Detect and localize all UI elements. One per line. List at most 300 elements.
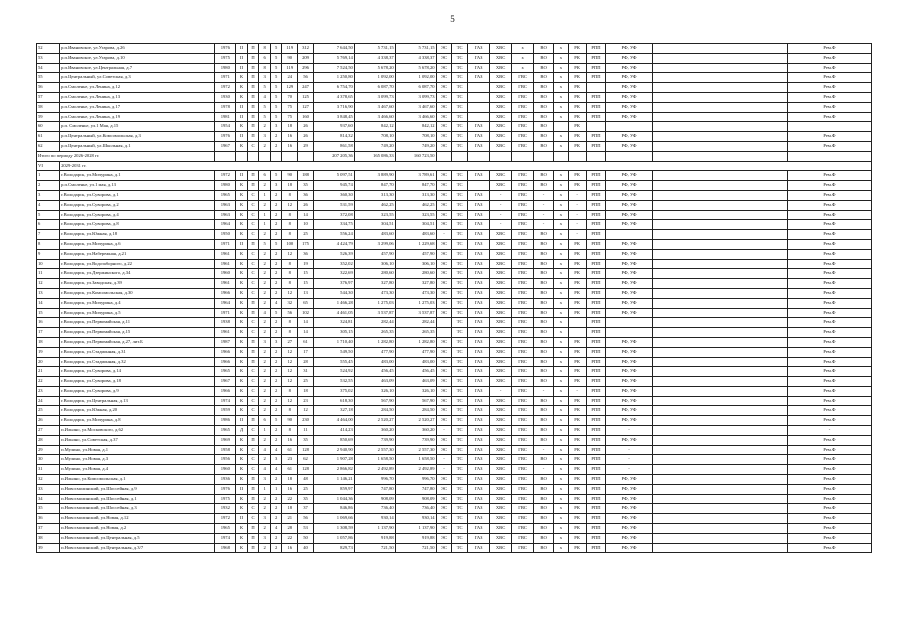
table-cell: РФ, УФ [606,288,652,298]
table-cell: 2 [259,288,271,298]
table-cell: 1966 [215,347,236,357]
table-cell: РПП [586,377,606,387]
table-cell: РПП [586,435,606,445]
table-cell: ГАЗ [468,210,490,220]
table-cell: - [606,426,652,436]
table-cell: 2 [259,524,271,534]
table-cell: 90 [282,53,298,63]
table-cell: РПП [586,181,606,191]
table-cell: г.Володарск, ул.Первомайская, д.15 [60,328,215,338]
table-cell: РФ, УФ [606,63,652,73]
table-cell: К [236,92,248,102]
table-cell [652,426,787,436]
table-cell: ЭС [436,396,452,406]
table-cell: ГВС [512,357,534,367]
table-cell: 1986 [215,416,236,426]
table-cell: С [247,514,259,524]
table-cell: С [247,288,259,298]
table-cell: - [534,200,554,210]
table-cell: П [247,357,259,367]
table-cell: 1 [259,190,271,200]
section-label: 2029-2031 гг. [60,161,872,171]
table-cell: 2 [259,396,271,406]
table-cell: 483,60 [395,230,436,240]
table-cell: РПП [586,210,606,220]
table-cell: ГАЗ [468,308,490,318]
table-cell: ХВС [490,455,512,465]
table-cell: Рем.Ф [787,328,871,338]
table-cell: 1965 [215,524,236,534]
table-cell: 567,90 [395,396,436,406]
table-cell: ВО [534,83,554,93]
table-cell: - [568,200,586,210]
table-cell: 2 [270,426,282,436]
section-row [37,161,872,171]
table-cell: 18 [298,386,314,396]
table-cell: ГВС [512,504,534,514]
table-cell: 524,92 [313,367,354,377]
table-cell: П [247,171,259,181]
table-cell: 36 [298,190,314,200]
table-cell: РК [568,396,586,406]
table-cell [468,92,490,102]
table-cell: ХВС [490,367,512,377]
table-cell: 1 137,90 [395,524,436,534]
table-cell [652,279,787,289]
table-cell: ЭС [436,239,452,249]
table-cell: 1 250,80 [313,73,354,83]
table-cell: РФ, УФ [606,141,652,151]
table-cell: 1966 [215,357,236,367]
table-cell: С [247,190,259,200]
table-cell [652,132,787,142]
table-cell: - [490,220,512,230]
table-cell: 1930 [215,92,236,102]
table-cell: ГАЗ [468,318,490,328]
table-cell: 2 [270,220,282,230]
table-cell: 1 [270,484,282,494]
table-cell: 2 [270,141,282,151]
table-cell: 2 [259,298,271,308]
table-cell: ХВС [490,396,512,406]
table-cell: 19 [298,259,314,269]
table-cell: п.Новосмолинский, ул.Шоссейная, д.1 [60,494,215,504]
table-cell: п.Новосмолинский, ул.Шоссейная, д.3 [60,504,215,514]
table-cell: РК [568,406,586,416]
table-cell: ВО [534,357,554,367]
table-cell [652,494,787,504]
table-cell [554,122,569,132]
table-cell: 27 [282,337,298,347]
table-cell: К [236,269,248,279]
table-cell: 7 644,50 [313,44,354,54]
table-cell: 16 [282,141,298,151]
table-cell: РПП [586,308,606,318]
table-cell: 375,02 [313,386,354,396]
table-cell: РК [568,63,586,73]
table-cell: 56 [298,514,314,524]
table-cell: 4 [259,92,271,102]
table-cell: Рем.Ф [787,455,871,465]
table-cell: П [247,533,259,543]
table-cell: РПП [586,63,606,73]
table-cell [568,318,586,328]
table-cell: 25 [298,484,314,494]
table-cell: Рем.Ф [787,83,871,93]
table-cell: 463,09 [354,377,395,387]
table-cell [586,83,606,93]
table-cell: 55 [37,73,60,83]
table-cell: Рем.Ф [787,396,871,406]
table-cell: 555,45 [313,357,354,367]
table-cell: Рем.Ф [787,63,871,73]
table-row [37,494,872,504]
table-cell: РФ, УФ [606,92,652,102]
table-cell: Рем.Ф [787,112,871,122]
table-cell [652,44,787,54]
table-cell: РФ, УФ [606,504,652,514]
table-cell: 5 731,15 [354,44,395,54]
table-cell: 1972 [215,171,236,181]
table-cell: г.Володарск, ул.Набережная, д.21 [60,249,215,259]
table-cell: 2 [270,533,282,543]
table-cell: 119 [282,63,298,73]
table-cell: ГАЗ [468,269,490,279]
table-cell: - [568,210,586,220]
table-cell: ХВС [490,475,512,485]
table-cell: РК [568,337,586,347]
table-cell: К [236,190,248,200]
table-cell: ТС [452,63,468,73]
table-cell: 1971 [215,239,236,249]
table-cell: 3 [270,455,282,465]
table-cell: - [534,220,554,230]
table-cell: 12 [282,357,298,367]
table-cell: ХВС [490,230,512,240]
table-cell: 3 099,73 [354,92,395,102]
table-cell: ЭС [436,92,452,102]
table-cell: ТС [452,426,468,436]
table-cell: РПП [586,416,606,426]
empty-cell [554,151,569,161]
table-cell: 30 [37,455,60,465]
table-cell: Рем.Ф [787,337,871,347]
table-cell: ЭС [436,494,452,504]
table-cell: ВО [534,514,554,524]
table-cell: п.Ильино, ул.Советская, д.37 [60,435,215,445]
table-cell: 1964 [215,220,236,230]
table-cell: 1964 [215,298,236,308]
table-cell: РПП [586,367,606,377]
table-cell: 1 466,28 [313,298,354,308]
table-cell: ГВС [512,465,534,475]
table-cell: РПП [586,426,606,436]
table-cell: Рем.Ф [787,318,871,328]
table-cell [652,465,787,475]
empty-cell [787,151,871,161]
table-cell: x [554,112,569,122]
table-cell: 8 [282,210,298,220]
table-cell: 2 [270,279,282,289]
table-cell: ВО [534,367,554,377]
table-cell: 372,08 [313,210,354,220]
table-cell: 721,50 [395,543,436,553]
table-cell: ГВС [512,73,534,83]
total-value: 160 723,50 [395,151,436,161]
table-cell: Рем.Ф [787,288,871,298]
table-cell: 3 789,61 [395,171,436,181]
table-cell: 2 557,30 [354,445,395,455]
table-cell [652,181,787,191]
table-cell: ХВС [490,533,512,543]
table-cell: 919,88 [354,533,395,543]
table-cell: 1 092,00 [354,73,395,83]
table-cell: ГАЗ [468,63,490,73]
table-row [37,298,872,308]
table-cell: 26 [37,416,60,426]
table-cell: ЭС [436,435,452,445]
table-cell: ВО [534,377,554,387]
table-cell: К [236,141,248,151]
table-cell: ТС [452,308,468,318]
table-cell: ТС [452,141,468,151]
table-cell: 40 [298,543,314,553]
table-cell: 1 907,28 [313,455,354,465]
table-cell: 10 [298,220,314,230]
table-cell: x [554,524,569,534]
table-cell: С [247,279,259,289]
table-cell: 1966 [215,386,236,396]
table-cell: 2 [259,181,271,191]
table-cell: п.Ильино, ул.Московского, д.62 [60,426,215,436]
table-cell: II [236,514,248,524]
table-cell: РФ, УФ [606,298,652,308]
table-row [37,504,872,514]
table-cell: ХВС [490,73,512,83]
table-cell: П [247,484,259,494]
table-cell: 25 [298,377,314,387]
table-cell: РК [568,249,586,259]
table-cell: ГВС [512,279,534,289]
table-cell: ВО [534,44,554,54]
table-cell: 18 [282,181,298,191]
table-cell [468,112,490,122]
table-cell: РК [568,132,586,142]
table-cell: К [236,328,248,338]
table-cell: 4 338,37 [395,53,436,63]
table-cell: 477,90 [395,347,436,357]
table-cell: 31 [37,465,60,475]
table-cell: 5 [259,239,271,249]
table-cell: 2 [270,230,282,240]
table-cell: К [236,337,248,347]
table-cell: 8 [282,230,298,240]
table-cell [652,63,787,73]
table-cell: 5 097,51 [313,171,354,181]
table-cell: 1969 [215,435,236,445]
table-row [37,220,872,230]
table-cell [468,83,490,93]
table-cell: РПП [586,269,606,279]
table-cell: - [534,386,554,396]
table-cell: x [554,44,569,54]
table-cell: II [236,171,248,181]
table-cell: 1 308,59 [313,524,354,534]
table-cell: 26 [298,200,314,210]
table-cell: К [236,288,248,298]
table-cell: Рем.Ф [787,494,871,504]
table-cell: 2 [259,279,271,289]
table-cell: РК [568,259,586,269]
table-cell: 48 [298,475,314,485]
table-cell: К [236,122,248,132]
table-cell [606,122,652,132]
table-cell: 1975 [215,53,236,63]
table-cell: 12 [37,279,60,289]
table-cell: x [554,259,569,269]
table-cell: - [606,445,652,455]
table-cell: 14 [37,298,60,308]
table-cell: ХВС [490,181,512,191]
table-cell: ГАЗ [468,44,490,54]
table-cell: 4 338,37 [354,53,395,63]
table-cell: ГАЗ [468,122,490,132]
table-cell: РК [568,445,586,455]
table-cell: 21 [282,514,298,524]
table-cell: 477,90 [354,347,395,357]
table-cell: П [247,524,259,534]
table-cell: ХВС [490,377,512,387]
table-cell: РК [568,288,586,298]
table-row [37,445,872,455]
table-cell: 6 754,70 [313,83,354,93]
table-cell: ГВС [512,102,534,112]
table-cell: 1932 [215,504,236,514]
table-cell: РПП [586,73,606,83]
table-cell: 5 [270,83,282,93]
table-cell: ГВС [512,328,534,338]
table-row [37,328,872,338]
table-cell [652,141,787,151]
table-cell [652,92,787,102]
table-row [37,288,872,298]
table-cell: 4 [259,308,271,318]
table-cell: x [554,171,569,181]
table-cell: ХВС [490,53,512,63]
table-cell: 175 [298,239,314,249]
table-cell: 1 057,86 [313,533,354,543]
table-cell: 1 146,21 [313,475,354,485]
table-cell: Рем.Ф [787,73,871,83]
table-cell: 1 275,03 [395,298,436,308]
table-cell: 312 [298,44,314,54]
table-cell: С [247,249,259,259]
table-cell: ЭС [436,122,452,132]
table-row [37,122,872,132]
table-cell: 1972 [215,514,236,524]
table-cell: II [236,102,248,112]
table-cell: РК [568,171,586,181]
table-row [37,406,872,416]
table-cell: С [247,406,259,416]
table-cell: Рем.Ф [787,210,871,220]
table-cell: ГВС [512,181,534,191]
table-cell: - [436,426,452,436]
table-cell: 75 [282,102,298,112]
table-cell: x [554,494,569,504]
table-cell: 532,55 [313,377,354,387]
table-cell: ГАЗ [468,524,490,534]
table-cell: 160 [298,112,314,122]
table-cell: ГВС [512,230,534,240]
table-cell: x [554,200,569,210]
table-row [37,416,872,426]
table-cell: п.Мулино, ул.Новая, д.4 [60,465,215,475]
table-cell: 57 [37,92,60,102]
table-cell: ХВС [490,63,512,73]
table-cell: г.Володарск, ул.Стадионная, д.32 [60,357,215,367]
table-cell: 26 [298,132,314,142]
table-cell: 306,10 [395,259,436,269]
table-cell: ГАЗ [468,230,490,240]
table-cell: ГВС [512,494,534,504]
table-cell: п.Ильино, ул.Комсомольская, д.1 [60,475,215,485]
table-cell: К [236,83,248,93]
table-cell: ГАЗ [468,386,490,396]
table-cell: Рем.Ф [787,406,871,416]
table-cell: ЭС [436,504,452,514]
table-cell: x [554,416,569,426]
table-cell: x [554,249,569,259]
table-cell: 2 492,89 [395,465,436,475]
table-cell: 996,70 [354,475,395,485]
table-cell: Рем.Ф [787,484,871,494]
table-cell [652,298,787,308]
table-cell: ХВС [490,514,512,524]
table-cell: РФ, УФ [606,132,652,142]
table-cell: x [554,230,569,240]
table-cell: ЭС [436,298,452,308]
table-cell: РПП [586,494,606,504]
table-cell: 2 [270,386,282,396]
table-cell: ГАЗ [468,141,490,151]
table-cell: 2 [270,406,282,416]
table-cell [652,112,787,122]
table-cell: РК [568,53,586,63]
table-cell: ТС [452,249,468,259]
table-cell: 2 [270,269,282,279]
table-cell: РПП [586,406,606,416]
table-cell: 1 [259,426,271,436]
table-cell [468,181,490,191]
table-cell: р.п.Смоленье, ул.Ленина, д.17 [60,102,215,112]
table-cell: Рем.Ф [787,92,871,102]
table-cell: 2 [259,435,271,445]
table-cell: ЭС [436,141,452,151]
table-cell: x [554,308,569,318]
table-cell: 1 [37,171,60,181]
table-cell: 322,69 [313,269,354,279]
table-cell: 5 [259,112,271,122]
table-cell: 2 [270,514,282,524]
table-cell: 35 [37,504,60,514]
table-cell: ВО [534,347,554,357]
table-cell: р.п.Ивановское, ул.Угарова, д.10 [60,53,215,63]
table-cell: ВО [534,239,554,249]
table-cell: x [554,210,569,220]
table-cell [652,377,787,387]
table-cell: 8 [282,328,298,338]
